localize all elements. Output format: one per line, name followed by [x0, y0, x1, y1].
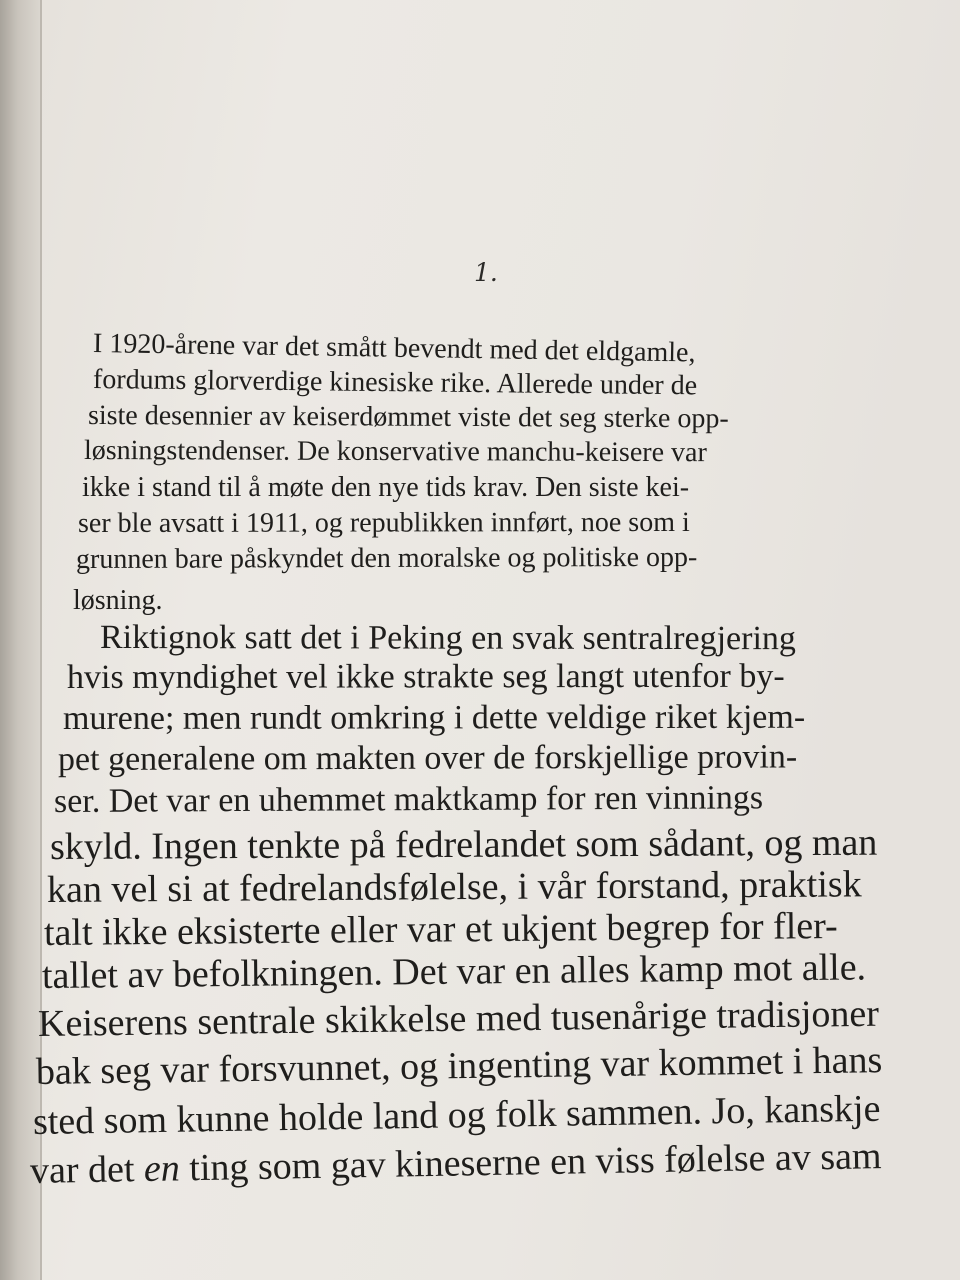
- text-line-18: Keiserens sentrale skikkelse med tusenårige tradisjoner: [37, 992, 880, 1045]
- text-line-21-end: ting som gav kineserne en viss følelse av sam: [179, 1135, 882, 1190]
- text-line-21: [30, 1137, 882, 1190]
- text-line-10: hvis myndighet vel ikke strakte seg langt utenfor by-: [66, 657, 785, 696]
- text-line-12: pet generalene om makten over de forskjellige provin-: [57, 738, 798, 778]
- text-line-19: bak seg var forsvunnet, og ingenting var kommet i hans: [35, 1039, 883, 1093]
- text-line-16: talt ikke eksisterte eller var et ukjent begrep for fler-: [43, 905, 838, 954]
- text-line-17: tallet av befolkningen. Det var en alles kamp mot alle.: [41, 946, 867, 997]
- text-line-21-start: var det: [29, 1148, 145, 1192]
- text-line-5: ikke i stand til å møte den nye tids krav. Den siste kei-: [82, 472, 690, 503]
- text-line-2: fordums glorverdige kinesiske rike. Allerede under de: [92, 364, 698, 402]
- text-line-9: Riktignok satt det i Peking en svak sentralregjering: [99, 619, 796, 658]
- emphasized-word: en: [143, 1147, 181, 1191]
- text-line-14: skyld. Ingen tenkte på fedrelandet som sådant, og man: [49, 821, 878, 868]
- text-line-13: ser. Det var en uhemmet maktkamp for ren vinnings: [53, 779, 764, 820]
- text-line-20: sted som kunne holde land og folk sammen. Jo, kanskje: [32, 1087, 881, 1143]
- chapter-number: 1.: [474, 258, 498, 287]
- text-line-4: løsningstendenser. De konservative manchu-keisere var: [83, 435, 707, 469]
- text-line-8: løsning.: [73, 585, 163, 616]
- text-line-11: murene; men rundt omkring i dette veldige riket kjem-: [62, 698, 806, 737]
- text-line-15: kan vel si at fedrelandsfølelse, i vår forstand, praktisk: [46, 863, 862, 911]
- text-line-1: I 1920-årene var det smått bevendt med det eldgamle,: [92, 328, 696, 369]
- text-line-3: siste desennier av keiserdømmet viste det seg sterke opp-: [87, 400, 729, 435]
- text-line-6: ser ble avsatt i 1911, og republikken innført, noe som i: [77, 506, 690, 539]
- text-line-7: grunnen bare påskyndet den moralske og politiske opp-: [75, 541, 698, 575]
